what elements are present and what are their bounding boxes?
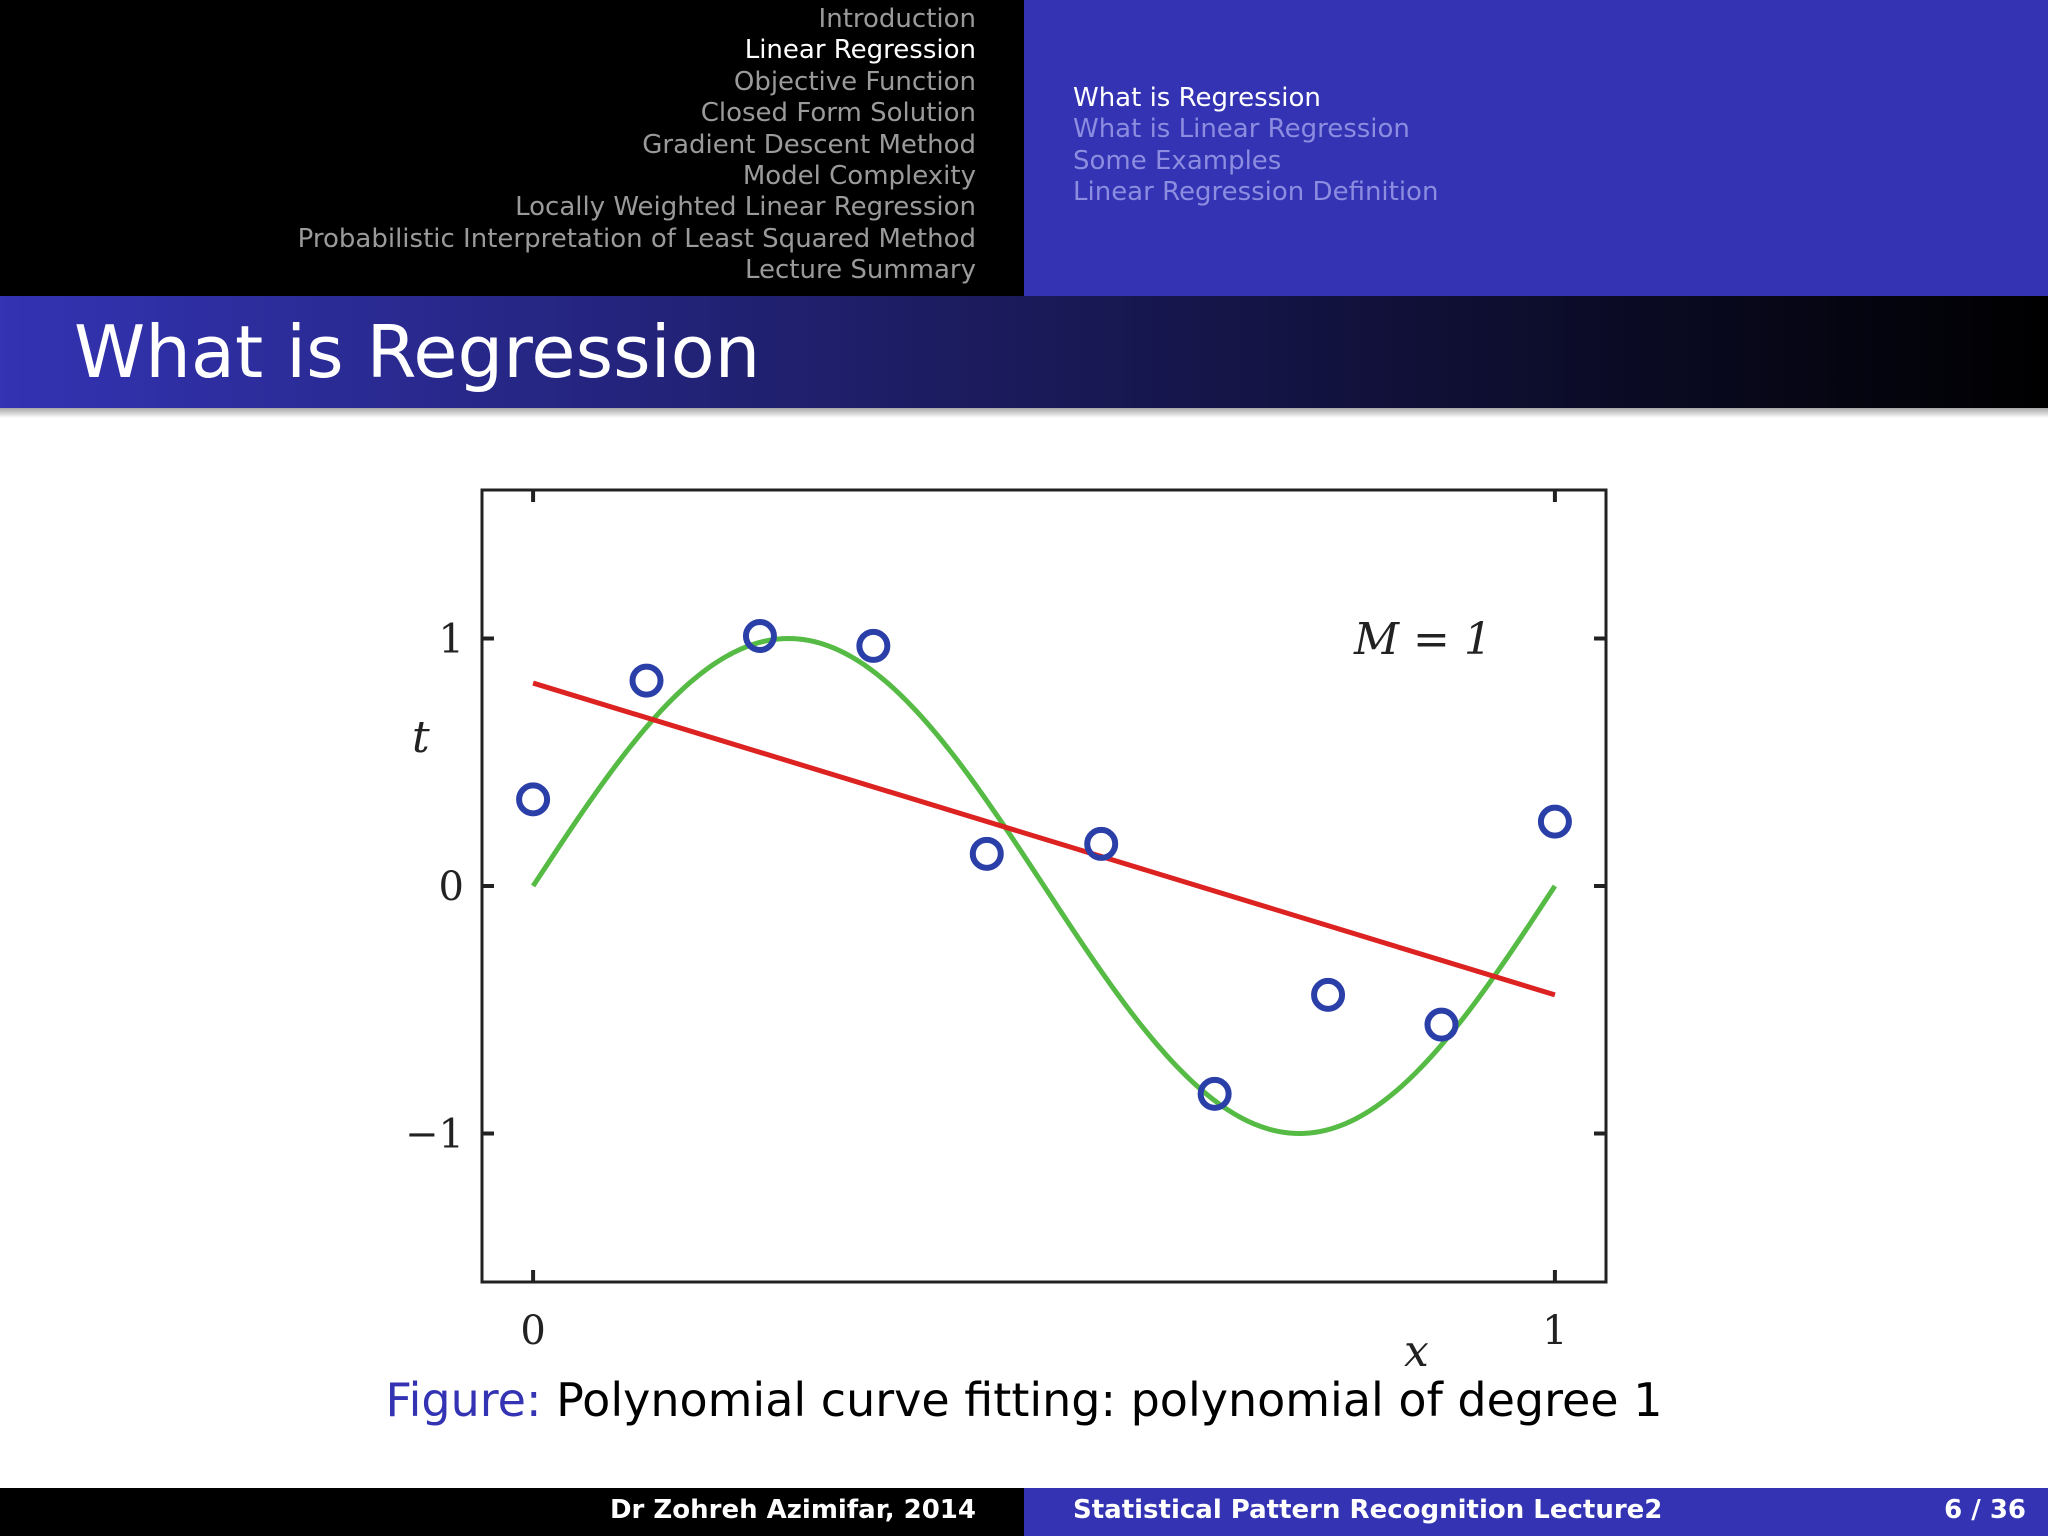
footer-page-number: 6 / 36 — [1944, 1495, 2026, 1525]
footer-author: Dr Zohreh Azimifar, 2014 — [609, 1495, 976, 1525]
y-tick-label-2: 1 — [438, 616, 464, 663]
data-point-4 — [973, 840, 1001, 868]
data-point-8 — [1427, 1011, 1455, 1039]
nav-subsection-0[interactable]: What is Regression — [1073, 83, 1321, 113]
x-tick-label-0: 0 — [520, 1308, 546, 1354]
data-point-3 — [859, 632, 887, 660]
data-point-0 — [519, 785, 547, 813]
data-point-9 — [1541, 808, 1569, 836]
nav-section-8[interactable]: Lecture Summary — [744, 255, 976, 286]
curves-layer — [533, 639, 1555, 1134]
nav-section-6[interactable]: Locally Weighted Linear Regression — [515, 192, 976, 223]
footer-author-box — [0, 1488, 1024, 1536]
y-tick-label-1: 0 — [438, 864, 464, 910]
y-tick-label-0: −1 — [405, 1111, 464, 1158]
figure-caption — [0, 1372, 2048, 1428]
x-axis-label: x — [1404, 1326, 1429, 1377]
frame-title: What is Regression — [74, 310, 761, 394]
caption-label: Figure: — [385, 1373, 542, 1427]
nav-subsection-1[interactable]: What is Linear Regression — [1073, 114, 1410, 145]
nav-section-7[interactable]: Probabilistic Interpretation of Least Squared Method — [297, 223, 976, 254]
caption-text: Polynomial curve fitting: polynomial of degree 1 — [556, 1373, 1663, 1427]
data-point-2 — [746, 622, 774, 650]
sine-curve — [533, 639, 1555, 1134]
y-axis-label: t — [412, 712, 430, 763]
annotation-label: M = 1 — [1354, 614, 1492, 665]
x-tick-label-1: 1 — [1542, 1308, 1568, 1354]
nav-section-3[interactable]: Closed Form Solution — [700, 98, 976, 129]
nav-section-4[interactable]: Gradient Descent Method — [642, 129, 976, 160]
data-point-1 — [633, 667, 661, 695]
nav-section-5[interactable]: Model Complexity — [742, 161, 976, 192]
nav-subsection-3[interactable]: Linear Regression Definition — [1073, 177, 1439, 208]
nav-section-0[interactable]: Introduction — [818, 4, 976, 34]
nav-subsection-2[interactable]: Some Examples — [1073, 145, 1282, 176]
nav-section-2[interactable]: Objective Function — [733, 66, 976, 97]
nav-section-1[interactable]: Linear Regression — [744, 35, 976, 66]
footer-title: Statistical Pattern Recognition Lecture2 — [1073, 1495, 1663, 1525]
footer-title-box — [1024, 1488, 2048, 1536]
data-point-5 — [1087, 830, 1115, 858]
fitted-line — [533, 683, 1555, 995]
data-point-7 — [1314, 981, 1342, 1009]
